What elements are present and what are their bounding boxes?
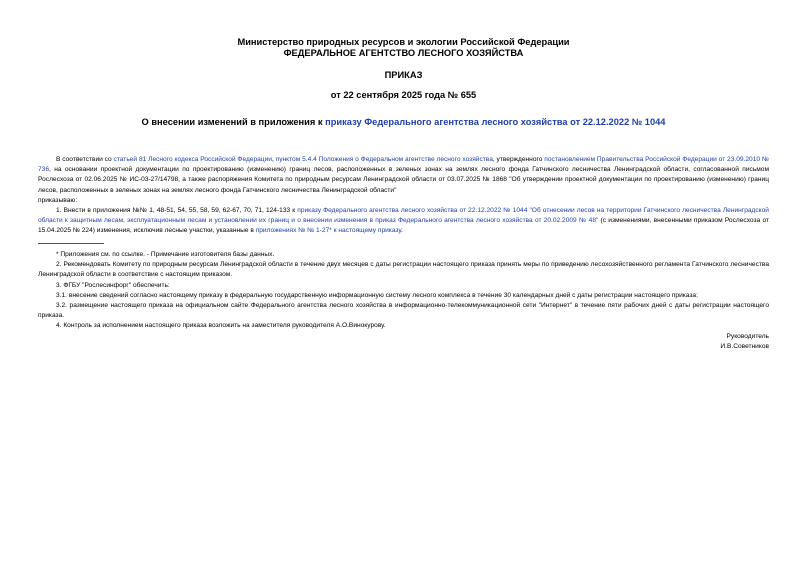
item-3-2-paragraph: 3.2. размещение настоящего приказа на официальном сайте Федерального агентства лесного хозяйства в информационно-телекоммуникационной сети "Интернет" в течение пяти рабочих дней с даты регистрации настоящего приказа. (38, 302, 769, 320)
orders-line: приказываю: (38, 196, 78, 204)
agency-name: ФЕДЕРАЛЬНОЕ АГЕНТСТВО ЛЕСНОГО ХОЗЯЙСТВА (283, 48, 524, 58)
signatory-name: И.В.Советников (720, 343, 769, 351)
title-prefix: О внесении изменений в приложения к (141, 117, 326, 127)
title-order-link[interactable]: приказу Федерального агентства лесного хозяйства от 22.12.2022 № 1044 (325, 117, 666, 127)
document-date: от 22 сентября 2025 года № 655 (330, 90, 477, 100)
base-order-link[interactable]: приказу Федерального агентства лесного хозяйства от 22.12.2022 № 1044 "Об отнесении лесов на территории Гатчинского лесничества Ленинградской области к защитным лесам, эксплуатационным лесам и установлении их границ и о внесении изменения в приказ Федерального агентства лесного хозяйства от 20.02.2009 № 48" (38, 207, 769, 225)
secondary-body (38, 250, 769, 332)
document-type: ПРИКАЗ (384, 70, 423, 80)
item-3-paragraph: 3. ФГБУ "Рослесинфорг" обеспечить: (56, 281, 170, 289)
signatory-role: Руководитель (726, 333, 769, 340)
footnote: * Приложения см. по ссылке. - Примечание изготовителя базы данных. (56, 251, 275, 258)
item-4-paragraph: 4. Контроль за исполнением настоящего приказа возложить на заместителя руководителя А.О.Винокурову. (56, 322, 386, 330)
regulation-clause-link[interactable]: пунктом 5.4.4 Положения о Федеральном агентстве лесного хозяйства (275, 156, 493, 163)
item-1-paragraph: 1. Внести в приложения №№ 1, 48-51, 54, 55, 58, 59, 62-67, 70, 71, 124-133 к приказу Федерального агентства лесного хозяйства от 22.12.2022 № 1044 "Об отнесении лесов на территории Гатчинского лесничества Ленинградской области к защитным лесам, эксплуатационным лесам и установлении их границ и о внесении изменения в приказ Федерального агентства лесного хозяйства от 20.02.2009 № 48" (с изменениями, внесенными приказом Рослесхоза от 15.04.2025 № 224) изменения, исключив лесные участки, указанные в приложениях № № 1-27* к настоящему приказу. (38, 207, 769, 235)
government-decree-link[interactable]: постановлением Правительства Российской Федерации от 23.09.2010 № 736 (38, 156, 769, 174)
ministry-name: Министерство природных ресурсов и экологии Российской Федерации (237, 37, 570, 47)
item-3-1-paragraph: 3.1. внесение сведений согласно настоящему приказу в федеральную государственную информационную систему лесного комплекса в течение 30 календарных дней с даты регистрации настоящего приказа; (56, 291, 698, 299)
appendices-link[interactable]: приложениях № № 1-27* к настоящему приказу (255, 227, 402, 235)
signature-block (720, 332, 769, 352)
document-title (0, 117, 807, 128)
item-2-paragraph: 2. Рекомендовать Комитету по природным ресурсам Ленинградской области в течение двух месяцев с даты регистрации настоящего приказа принять меры по приведению лесохозяйственного регламента Гатчинского лесничества Ленинградской области в соответствие с настоящим приказом. (38, 261, 769, 279)
preamble-paragraph: В соответствии со статьей 81 Лесного кодекса Российской Федерации, пунктом 5.4.4 Положения о Федеральном агентстве лесного хозяйства, утвержденного постановлением Правительства Российской Федерации от 23.09.2010 № 736, на основании проектной документации по проектированию (изменению) границ лесов, расположенных в зеленых зонах на землях лесного фонда Гатчинского лесничества Ленинградской области, согласованной письмом Рослесхоза от 02.06.2025 № ИС-03-27/14798, а также распоряжения Комитета по природным ресурсам Ленинградской области от 03.07.2025 № 1868 "Об утверждении проектной документации по проектированию (изменению) границ лесов, расположенных в зеленых зонах на землях лесного фонда Гатчинского лесничества Ленинградской области" (38, 156, 769, 194)
footnote-separator (38, 243, 104, 244)
forest-code-link[interactable]: статьей 81 Лесного кодекса Российской Федерации (113, 156, 272, 163)
main-body (38, 155, 769, 237)
